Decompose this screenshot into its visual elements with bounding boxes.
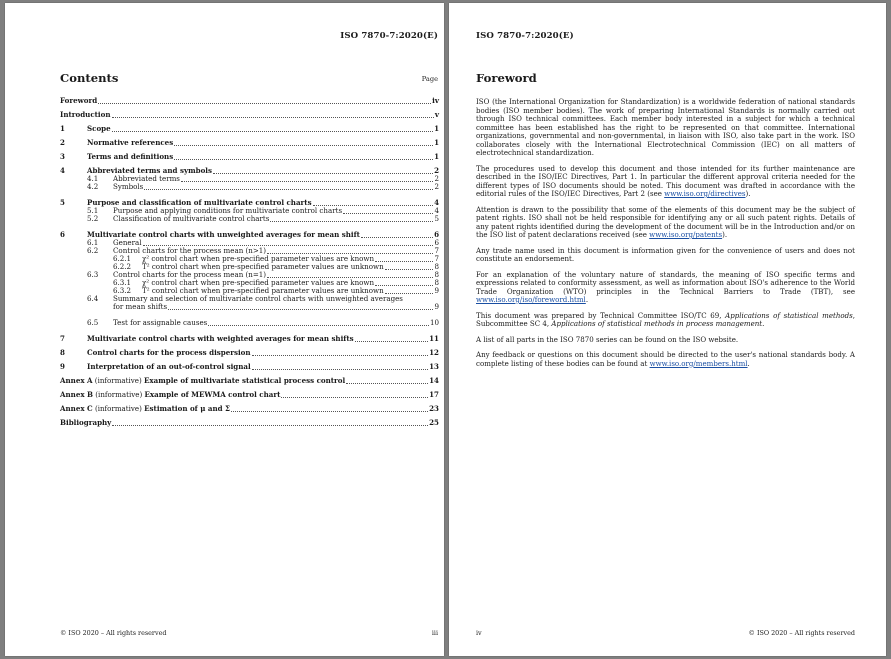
toc-entry[interactable] — [60, 419, 439, 427]
toc-entry-title: Multivariate control charts with weighted averages for mean shifts — [87, 334, 354, 343]
toc-entry-page: 10 — [429, 318, 439, 327]
toc-entry-page: 14 — [429, 376, 439, 385]
patents-link[interactable]: www.iso.org/patents — [649, 230, 723, 239]
toc-entry-page: 4 — [434, 206, 439, 215]
toc-entry-number: 4 — [60, 166, 65, 175]
toc-entry-page: 7 — [434, 246, 439, 255]
toc-entry-title: Purpose and applying conditions for multivariate control charts — [113, 206, 343, 215]
toc-entry-title: Multivariate control charts with unweighted averages for mean shift — [87, 230, 360, 239]
toc-entry-number: 6.3.2 — [113, 286, 132, 295]
toc-entry-title: Symbols — [113, 182, 144, 191]
toc-entry-title: Interpretation of an out-of-control signal — [87, 362, 251, 371]
toc-entry-number: 7 — [60, 334, 65, 343]
toc-entry-number: 9 — [60, 362, 65, 371]
foreword-page — [449, 3, 886, 656]
toc-leader — [112, 131, 433, 132]
toc-entry-number: 6.3.1 — [113, 278, 132, 287]
toc-entry-number: 8 — [60, 348, 65, 357]
toc-leader — [270, 221, 433, 222]
toc-entry-title: Control charts for the process mean (n>1) — [113, 246, 267, 255]
toc-leader — [343, 213, 433, 214]
toc-entry-title: Introduction — [60, 110, 111, 119]
toc-leader — [112, 425, 428, 426]
toc-leader — [361, 237, 433, 238]
toc-entry-title: Purpose and classification of multivariate control charts — [87, 198, 312, 207]
footer-copyright: © ISO 2020 – All rights reserved — [60, 629, 167, 637]
directives-link[interactable]: www.iso.org/directives — [664, 189, 746, 198]
toc-leader — [252, 355, 429, 356]
toc-entry[interactable] — [60, 363, 439, 371]
toc-entry-title: χ² control chart when pre-specified parameter values are known — [142, 278, 375, 287]
contents-page — [5, 3, 444, 656]
toc-entry-page: v — [434, 110, 439, 119]
toc-entry[interactable] — [60, 405, 439, 413]
toc-entry-number: 4.1 — [87, 174, 99, 183]
toc-entry-number: 2 — [60, 138, 65, 147]
toc-entry-title: Terms and definitions — [87, 152, 174, 161]
footer-page-number: iii — [431, 629, 438, 637]
toc-entry-title: Abbreviated terms — [113, 174, 180, 183]
toc-entry[interactable] — [60, 111, 439, 119]
toc-entry-page: 1 — [434, 124, 439, 133]
toc-entry-number: 6.3 — [87, 270, 99, 279]
toc-entry[interactable] — [60, 97, 439, 105]
toc-entry-title: Annex B (informative) Example of MEWMA control chart — [60, 390, 281, 399]
toc-entry-page: 1 — [434, 152, 439, 161]
toc-entry-title: χ² control chart when pre-specified parameter values are known — [142, 254, 375, 263]
toc-entry-page: 8 — [434, 278, 439, 287]
toc-leader — [174, 159, 433, 160]
toc-entry-page: 11 — [429, 334, 439, 343]
toc-entry[interactable] — [60, 391, 439, 399]
toc-entry-title: Control charts for the process mean (n=1) — [113, 270, 267, 279]
toc-entry-page: 1 — [434, 138, 439, 147]
toc-entry-title: Bibliography — [60, 418, 112, 427]
foreword-paragraph: For an explanation of the voluntary nature of standards, the meaning of ISO specific terms and expressions related to conformity assessment, as well as information about ISO's adherence to the World Trade Organization (WTO) principles in the Technical Barriers to Trade (TBT), see www.iso.org/iso/foreword.html. — [476, 269, 855, 304]
members-link[interactable]: www.iso.org/members.html — [649, 358, 748, 368]
foreword-paragraph: The procedures used to develop this document and those intended for its further maintenance are described in the ISO/IEC Directives, Part 1. In particular the different approval criteria needed for the different types of ISO documents should be noted. This document was drafted in accordance with the editorial rules of the ISO/IEC Directives, Part 2 (see www.iso.org/directives). — [476, 163, 855, 198]
foreword-paragraph: Attention is drawn to the possibility that some of the elements of this document may be the subject of patent rights. ISO shall not be held responsible for identifying any or all such patent rights. Details of any patent rights identified during the development of the document will be in the Introduction and/or on the ISO list of patent declarations received (see www.iso.org/patents). — [476, 204, 855, 239]
toc-entry-number: 6 — [60, 230, 65, 239]
toc-leader — [385, 269, 434, 270]
toc-leader — [174, 145, 433, 146]
footer-copyright: © ISO 2020 – All rights reserved — [748, 629, 855, 637]
toc-entry-title: Normative references — [87, 138, 174, 147]
toc-entry-title: Annex C (informative) Estimation of μ and Σ — [60, 404, 231, 413]
foreword-body — [476, 98, 855, 375]
contents-title: Contents — [60, 71, 119, 85]
toc-leader — [112, 117, 434, 118]
toc-entry[interactable] — [60, 125, 439, 133]
document-header: ISO 7870-7:2020(E) — [340, 31, 438, 41]
toc-entry-title: Annex A (informative) Example of multivariate statistical process control — [60, 376, 346, 385]
toc-entry[interactable] — [60, 183, 439, 191]
toc-entry-page: 25 — [429, 418, 439, 427]
toc-leader — [208, 325, 429, 326]
toc-entry-number: 5.1 — [87, 206, 99, 215]
toc-leader — [181, 181, 434, 182]
toc-entry[interactable] — [60, 349, 439, 357]
toc-entry-number: 6.2.1 — [113, 254, 132, 263]
page-column-label: Page — [421, 75, 438, 83]
toc-entry-page: 23 — [429, 404, 439, 413]
toc-leader — [144, 189, 433, 190]
toc-entry-page: 5 — [434, 214, 439, 223]
toc-entry-number: 5.2 — [87, 214, 99, 223]
toc-entry-page: iv — [432, 96, 439, 105]
toc-entry-page: 4 — [434, 198, 439, 207]
toc-entry-page: 2 — [434, 182, 439, 191]
toc-entry-title: T² control chart when pre-specified parameter values are unknown — [142, 286, 384, 295]
toc-entry-number: 4.2 — [87, 182, 99, 191]
toc-entry-title: Test for assignable causes — [113, 318, 208, 327]
toc-entry-title: General — [113, 238, 142, 247]
toc-entry-title: for mean shifts — [113, 302, 168, 311]
foreword-info-link[interactable]: www.iso.org/iso/foreword.html — [476, 295, 586, 304]
toc-entry-title: Summary and selection of multivariate control charts with unweighted averages — [113, 294, 403, 303]
toc-leader — [346, 383, 428, 384]
toc-entry-title: Classification of multivariate control charts — [113, 214, 270, 223]
toc-entry[interactable] — [60, 153, 439, 161]
toc-entry-page: 6 — [434, 230, 439, 239]
toc-entry-page: 12 — [429, 348, 439, 357]
toc-entry-page: 6 — [434, 238, 439, 247]
toc-entry-number: 1 — [60, 124, 65, 133]
toc-entry-number: 6.1 — [87, 238, 99, 247]
foreword-paragraph: This document was prepared by Technical Committee ISO/TC 69, Applications of statistical methods, Subcommittee SC 4, Applications of statistical methods in process management. — [476, 310, 855, 328]
toc-leader — [281, 397, 428, 398]
foreword-paragraph: A list of all parts in the ISO 7870 series can be found on the ISO website. — [476, 334, 739, 344]
foreword-paragraph: Any trade name used in this document is information given for the convenience of users and does not constitute an endorsement. — [476, 245, 855, 263]
toc-entry-page: 2 — [434, 166, 439, 175]
toc-leader — [355, 341, 429, 342]
toc-entry-page: 2 — [434, 174, 439, 183]
toc-entry-page: 13 — [429, 362, 439, 371]
toc-entry-title: T² control chart when pre-specified parameter values are unknown — [142, 262, 384, 271]
toc-leader — [213, 173, 433, 174]
toc-entry-page: 8 — [434, 270, 439, 279]
toc-leader — [98, 103, 431, 104]
toc-leader — [252, 369, 428, 370]
toc-entry-page: 9 — [434, 286, 439, 295]
foreword-title: Foreword — [476, 71, 537, 85]
toc-entry-page: 9 — [434, 302, 439, 311]
toc-entry-number: 6.5 — [87, 318, 99, 327]
toc-entry-page: 17 — [429, 390, 439, 399]
toc-entry[interactable] — [60, 215, 439, 223]
toc-entry-continuation[interactable] — [60, 303, 439, 311]
toc-entry-number: 6.4 — [87, 294, 99, 303]
toc-entry[interactable] — [60, 139, 439, 147]
toc-entry-number: 3 — [60, 152, 65, 161]
foreword-paragraph: Any feedback or questions on this document should be directed to the user's national standards body. A complete listing of these bodies can be found at www.iso.org/members.html. — [476, 350, 855, 368]
toc-entry-number: 6.2 — [87, 246, 99, 255]
toc-leader — [168, 309, 433, 310]
document-header: ISO 7870-7:2020(E) — [476, 31, 574, 41]
toc-entry[interactable] — [60, 377, 439, 385]
toc-entry-title: Control charts for the process dispersion — [87, 348, 251, 357]
toc-entry-title: Foreword — [60, 96, 98, 105]
foreword-paragraph: ISO (the International Organization for Standardization) is a worldwide federation of national standards bodies (ISO member bodies). The work of preparing International Standards is normally carried out through ISO technical committees. Each member body interested in a subject for which a technical committee has been established has the right to be represented on that committee. International organizations, governmental and non-governmental, in liaison with ISO, also take part in the work. ISO collaborates closely with the International Electrotechnical Commission (IEC) on all matters of electrotechnical standardization. — [476, 97, 855, 157]
toc-leader — [231, 411, 428, 412]
toc-entry-page: 7 — [434, 254, 439, 263]
toc-entry-number: 5 — [60, 198, 65, 207]
toc-entry-title: Abbreviated terms and symbols — [87, 166, 212, 175]
toc-entry-page: 8 — [434, 262, 439, 271]
toc-entry[interactable] — [60, 319, 439, 327]
footer-page-number: iv — [476, 629, 482, 637]
toc-entry-number: 6.2.2 — [113, 262, 132, 271]
toc-entry[interactable] — [60, 335, 439, 343]
toc-entry-title: Scope — [87, 124, 111, 133]
